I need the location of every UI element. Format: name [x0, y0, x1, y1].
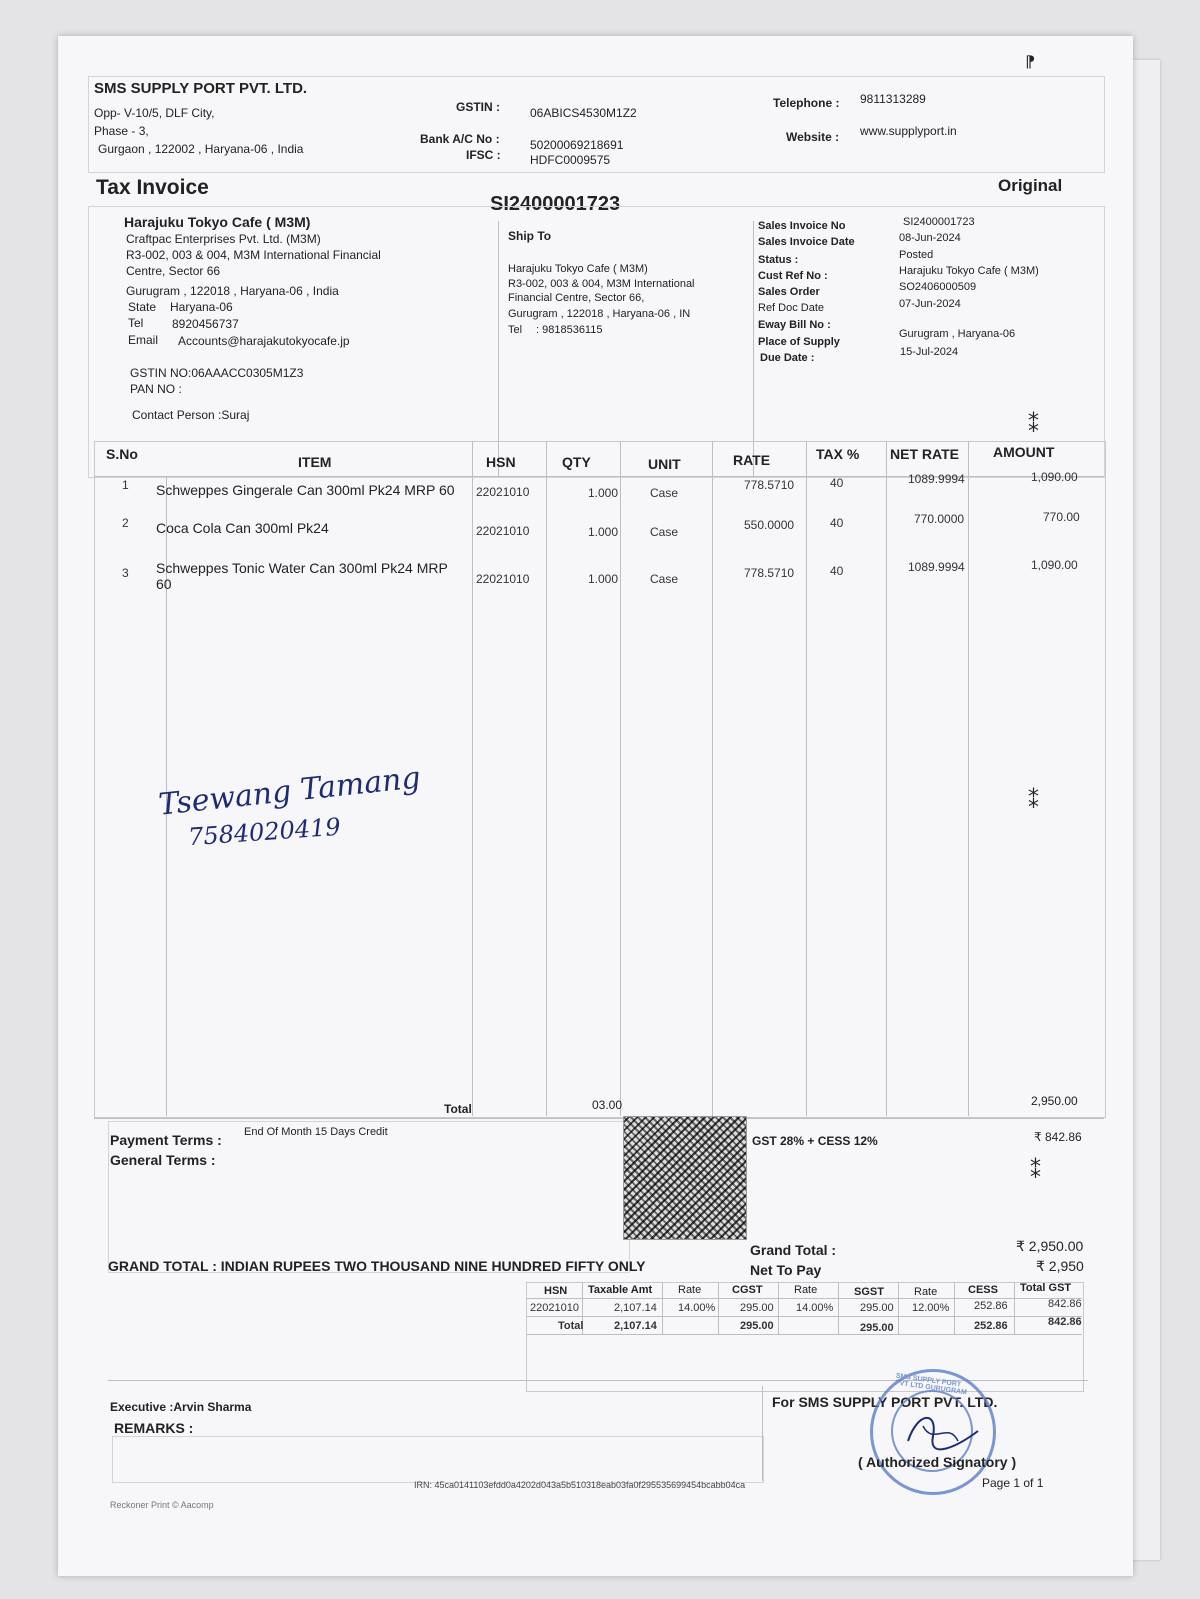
bill-to-tel: 8920456737 — [172, 317, 239, 331]
cell-unit: Case — [650, 525, 679, 539]
meta-value: SI2400001723 — [903, 216, 975, 228]
telephone-label: Telephone : — [773, 96, 840, 110]
meta-value: Harajuku Tokyo Cafe ( M3M) — [899, 265, 1039, 277]
hsn-col-header: CGST — [732, 1284, 763, 1296]
bill-to-gstin: GSTIN NO:06AAACC0305M1Z3 — [130, 366, 304, 380]
cell-rate: 550.0000 — [744, 518, 795, 532]
gstin-value: 06ABICS4530M1Z2 — [530, 106, 637, 120]
cell-item-cont: 60 — [156, 576, 172, 592]
cell-hsn: 22021010 — [476, 524, 530, 538]
ship-to-line-3: Gurugram , 122018 , Haryana-06 , IN — [508, 308, 691, 320]
bill-to-line-2: R3-002, 003 & 004, M3M International Financial — [126, 248, 381, 262]
copy-label: Original — [998, 176, 1063, 195]
cell-tax: 40 — [830, 516, 844, 530]
meta-value: 07-Jun-2024 — [899, 298, 961, 310]
irn-line: IRN: 45ca0141103efdd0a4202d043a5b510318eab03fa0f295535699454bcabb04ca — [414, 1480, 746, 1490]
col-header: NET RATE — [890, 446, 959, 462]
ship-to-tel: : 9818536115 — [536, 324, 603, 336]
grand-total-label: Grand Total : — [750, 1242, 837, 1258]
cell-hsn: 22021010 — [476, 485, 530, 499]
net-to-pay-value: ₹ 2,950 — [1036, 1258, 1084, 1274]
page-number: Page 1 of 1 — [982, 1476, 1044, 1490]
hsn-cell: 295.00 — [740, 1302, 774, 1314]
col-header: RATE — [733, 452, 771, 468]
staple-mark-icon: ⁑ — [1030, 1158, 1041, 1183]
hsn-cell: 22021010 — [530, 1302, 579, 1314]
cell-item: Schweppes Gingerale Can 300ml Pk24 MRP 60 — [156, 482, 455, 498]
company-address-3: Gurgaon , 122002 , Haryana-06 , India — [98, 142, 304, 156]
meta-value: 08-Jun-2024 — [899, 232, 961, 244]
hsn-cell: 14.00% — [678, 1302, 716, 1314]
payment-terms-value: End Of Month 15 Days Credit — [244, 1126, 388, 1138]
meta-value: 15-Jul-2024 — [900, 346, 959, 358]
cell-sno: 3 — [122, 566, 129, 580]
company-address-1: Opp- V-10/5, DLF City, — [94, 106, 215, 120]
general-terms-label: General Terms : — [110, 1152, 216, 1168]
hsn-total-cell: 2,107.14 — [614, 1320, 657, 1332]
ifsc-value: HDFC0009575 — [530, 153, 611, 167]
hsn-col-header: Rate — [914, 1286, 938, 1298]
net-to-pay-label: Net To Pay — [750, 1262, 822, 1278]
cell-amount: 1,090.00 — [1031, 470, 1078, 484]
hsn-col-header: CESS — [968, 1284, 998, 1296]
cell-net-rate: 1089.9994 — [908, 560, 965, 574]
remarks-label: REMARKS : — [114, 1420, 194, 1436]
handwritten-name: Tsewang Tamang — [156, 760, 423, 823]
staple-mark-icon: ⁑ — [1028, 788, 1039, 813]
hsn-col-header: HSN — [544, 1285, 568, 1297]
meta-value: Posted — [899, 249, 934, 261]
terms-box — [108, 1121, 630, 1273]
cell-net-rate: 770.0000 — [914, 512, 965, 526]
hsn-cell: 295.00 — [860, 1302, 894, 1314]
hsn-col-header: Taxable Amt — [588, 1284, 653, 1296]
total-amount: 2,950.00 — [1031, 1094, 1078, 1108]
bill-to-pan: PAN NO : — [130, 382, 182, 396]
meta-label: Sales Invoice Date — [758, 236, 855, 248]
ship-to-tel-label: Tel — [508, 324, 523, 336]
meta-value: SO2406000509 — [899, 281, 977, 293]
bill-to-state-label: State — [128, 300, 157, 314]
signature-mark — [898, 1406, 988, 1456]
cell-rate: 778.5710 — [744, 478, 795, 492]
bill-to-contact: Contact Person :Suraj — [132, 408, 250, 422]
cell-sno: 1 — [122, 478, 129, 492]
pin-mark-icon: ⁋ — [1025, 54, 1036, 71]
hsn-col-header: Rate — [794, 1284, 818, 1296]
remarks-box — [112, 1436, 764, 1483]
e-invoice-qr-code — [623, 1116, 747, 1240]
cell-net-rate: 1089.9994 — [908, 472, 965, 486]
bill-to-email: Accounts@harajakutokyocafe.jp — [178, 334, 350, 348]
for-company: For SMS SUPPLY PORT PVT. LTD. — [772, 1394, 998, 1410]
website-value: www.supplyport.in — [860, 124, 957, 138]
handwritten-phone: 7584020419 — [187, 812, 342, 852]
gst-summary-label: GST 28% + CESS 12% — [752, 1134, 878, 1148]
total-qty: 03.00 — [592, 1098, 623, 1112]
hsn-col-header: SGST — [854, 1286, 884, 1298]
meta-label: Status : — [758, 254, 799, 266]
hsn-total-cell: Total — [558, 1320, 584, 1332]
cell-amount: 770.00 — [1043, 510, 1080, 524]
cell-rate: 778.5710 — [744, 566, 795, 580]
ship-to-label: Ship To — [508, 229, 552, 243]
cell-unit: Case — [650, 486, 679, 500]
col-header: QTY — [562, 454, 591, 470]
cell-amount: 1,090.00 — [1031, 558, 1078, 572]
col-header: TAX % — [816, 446, 860, 462]
cell-qty: 1.000 — [588, 525, 619, 539]
cell-tax: 40 — [830, 564, 844, 578]
stamp-text: SMS SUPPLY PORT PVT LTD GURUGRAM — [894, 1372, 968, 1397]
telephone-value: 9811313289 — [860, 92, 926, 106]
cell-unit: Case — [650, 572, 679, 586]
cell-tax: 40 — [830, 476, 844, 490]
company-address-2: Phase - 3, — [94, 124, 149, 138]
meta-label: Ref Doc Date — [758, 302, 825, 314]
meta-label: Sales Invoice No — [758, 220, 846, 232]
hsn-cell: 252.86 — [974, 1300, 1008, 1312]
meta-label: Eway Bill No : — [758, 319, 831, 331]
bill-to-email-label: Email — [128, 333, 159, 347]
meta-label: Due Date : — [760, 352, 815, 364]
hsn-cell: 12.00% — [912, 1302, 950, 1314]
ifsc-label: IFSC : — [466, 148, 501, 162]
invoice-number: SI2400001723 — [490, 193, 621, 215]
grand-total-value: ₹ 2,950.00 — [1016, 1238, 1084, 1254]
hsn-cell: 14.00% — [796, 1302, 834, 1314]
hsn-total-cell: 295.00 — [740, 1320, 774, 1332]
hsn-total-cell: 252.86 — [974, 1320, 1008, 1332]
grand-total-words: GRAND TOTAL : INDIAN RUPEES TWO THOUSAND NINE HUNDRED FIFTY ONLY — [108, 1258, 646, 1274]
executive: Executive :Arvin Sharma — [110, 1400, 252, 1414]
ship-to-name: Harajuku Tokyo Cafe ( M3M) — [508, 263, 648, 275]
ship-to-line-1: R3-002, 003 & 004, M3M International — [508, 278, 695, 290]
bill-to-name: Harajuku Tokyo Cafe ( M3M) — [124, 214, 311, 230]
print-credit: Reckoner Print © Aacomp — [110, 1500, 214, 1510]
col-header: UNIT — [648, 456, 681, 472]
meta-label: Sales Order — [758, 286, 820, 298]
authorized-signatory: ( Authorized Signatory ) — [858, 1454, 1017, 1470]
col-header: AMOUNT — [993, 444, 1055, 460]
gst-summary-value: ₹ 842.86 — [1034, 1130, 1082, 1144]
cell-qty: 1.000 — [588, 572, 619, 586]
doc-title: Tax Invoice — [96, 176, 209, 199]
meta-value: Gurugram , Haryana-06 — [899, 328, 1016, 340]
payment-terms-label: Payment Terms : — [110, 1132, 222, 1148]
cell-hsn: 22021010 — [476, 572, 530, 586]
meta-label: Place of Supply — [758, 336, 840, 348]
bill-to-line-3: Centre, Sector 66 — [126, 264, 221, 278]
hsn-cell: 2,107.14 — [614, 1302, 657, 1314]
hsn-col-header: Total GST — [1020, 1282, 1072, 1294]
bill-to-tel-label: Tel — [128, 316, 144, 330]
bank-value: 50200069218691 — [530, 138, 624, 152]
cell-qty: 1.000 — [588, 486, 619, 500]
col-header: S.No — [106, 446, 138, 462]
hsn-total-cell: 295.00 — [860, 1322, 894, 1334]
cell-item: Coca Cola Can 300ml Pk24 — [156, 520, 329, 536]
bill-to-line-1: Craftpac Enterprises Pvt. Ltd. (M3M) — [126, 232, 321, 246]
col-header: ITEM — [298, 454, 332, 470]
hsn-col-header: Rate — [678, 1284, 702, 1296]
total-label: Total — [444, 1102, 472, 1116]
meta-label: Cust Ref No : — [758, 270, 828, 282]
bill-to-line-4: Gurugram , 122018 , Haryana-06 , India — [126, 284, 339, 298]
website-label: Website : — [786, 130, 840, 144]
ship-to-line-2: Financial Centre, Sector 66, — [508, 292, 645, 304]
bank-label: Bank A/C No : — [420, 132, 500, 146]
cell-item: Schweppes Tonic Water Can 300ml Pk24 MRP — [156, 560, 448, 576]
staple-mark-icon: ⁑ — [1028, 412, 1039, 437]
invoice-page — [58, 36, 1133, 1576]
col-header: HSN — [486, 454, 516, 470]
cell-sno: 2 — [122, 516, 129, 530]
company-name: SMS SUPPLY PORT PVT. LTD. — [94, 80, 308, 97]
hsn-total-cell: 842.86 — [1048, 1316, 1082, 1328]
hsn-cell: 842.86 — [1048, 1298, 1082, 1310]
gstin-label: GSTIN : — [456, 100, 500, 114]
bill-to-state: Haryana-06 — [170, 300, 233, 314]
